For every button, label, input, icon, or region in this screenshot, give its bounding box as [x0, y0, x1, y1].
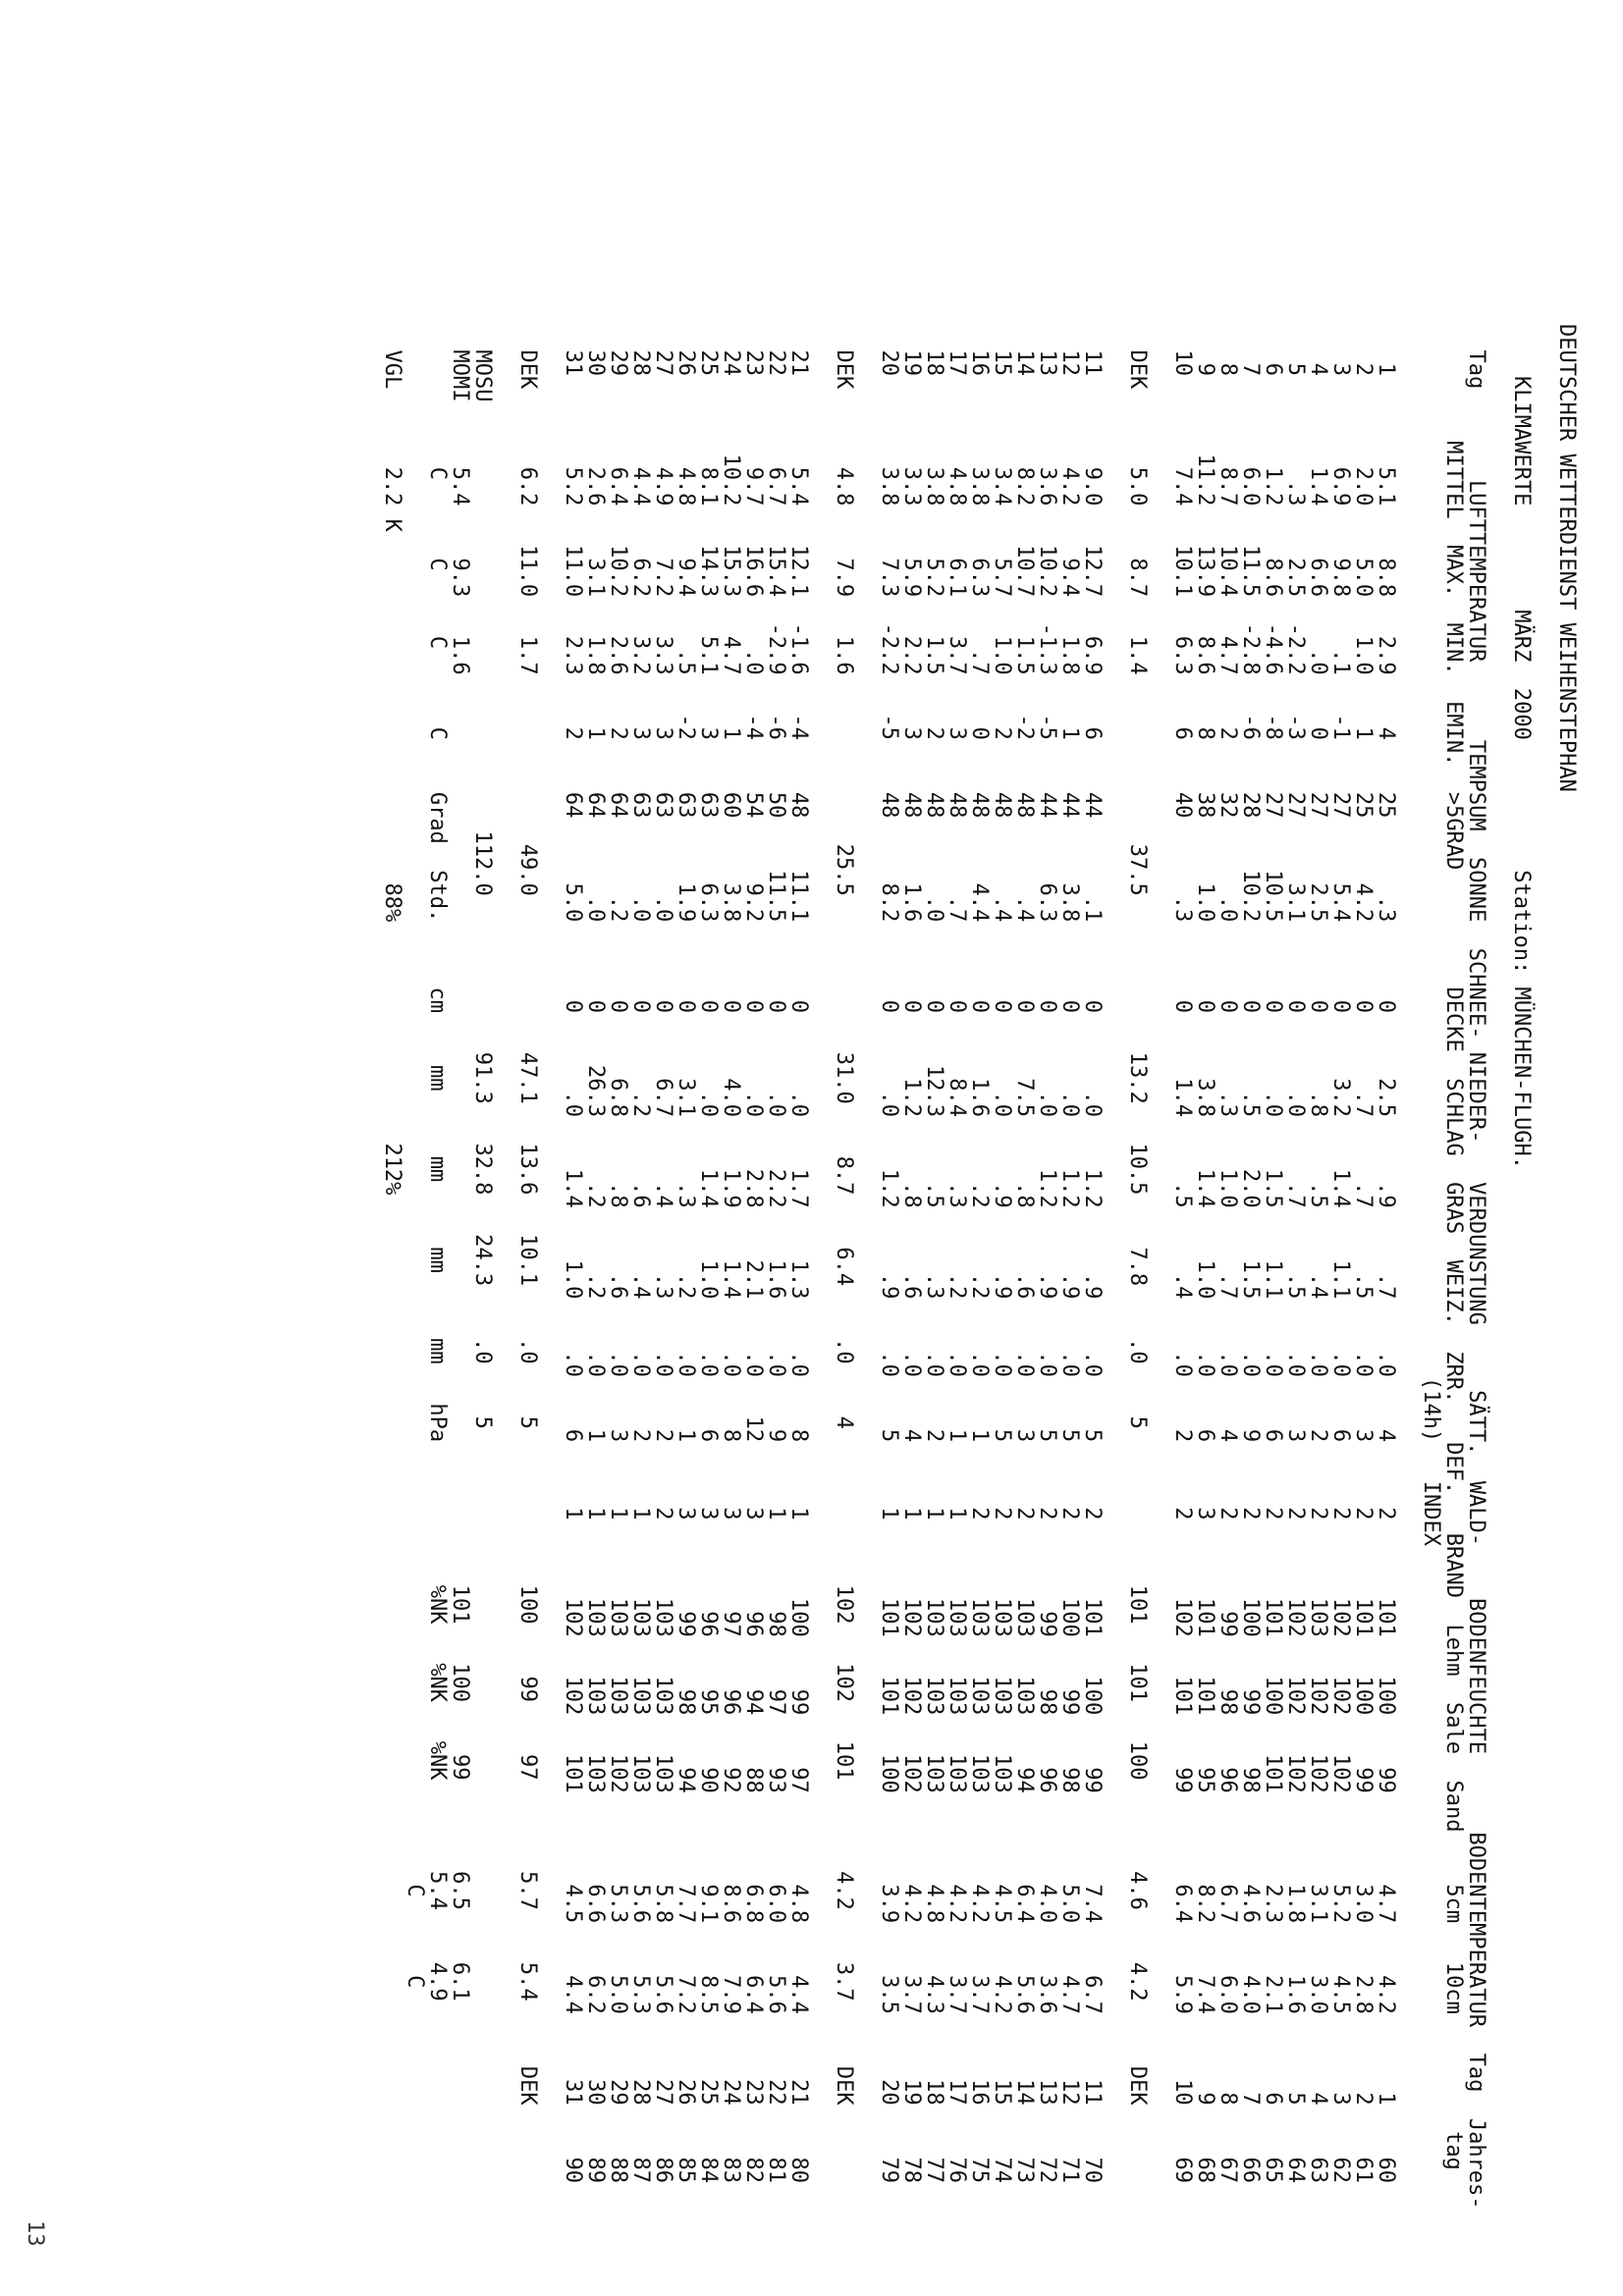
table-line-44: C C	[403, 324, 427, 1989]
table-line-8: 8 8.7 10.4 4.7 2 32 .0 0 .3 1.0 .7 .0 4 2 99 98 96 6.7 6.0 8 67	[1216, 324, 1240, 2184]
header-line-1: MITTEL MAX. MIN. EMIN. >5GRAD DECKE SCHLAG GRAS WEIZ. ZRR. DEF. BRAND Lehm Sale Sand 5cm 10cm tag	[1441, 324, 1466, 2170]
header-line-2: (14h) INDEX	[1419, 324, 1443, 1547]
table-line-31: 25 8.1 14.3 5.1 3 63 6.3 0 .0 1.4 1.0 .0 6 3 96 95 90 9.1 8.5 25 84	[696, 324, 721, 2184]
table-line-20: 17 4.8 6.1 3.7 3 48 .7 0 8.4 .3 .2 .0 1 1 103 103 103 4.2 3.7 17 76	[945, 324, 969, 2184]
table-line-35: 29 6.4 10.2 2.6 2 64 .2 0 6.8 .8 .6 .0 3 1 103 103 102 5.3 5.0 29 88	[606, 324, 630, 2184]
table-line-36: 30 2.6 3.1 1.8 1 64 .0 0 26.3 .2 .2 .0 1 1 103 103 103 6.6 6.2 30 89	[583, 324, 608, 2184]
table-line-10: 10 7.4 10.1 6.3 6 40 .3 0 1.4 .5 .4 .0 2 2 102 101 99 6.4 5.9 10 69	[1170, 324, 1195, 2184]
table-line-2: 2 2.0 5.0 1.0 1 25 4.2 0 .7 .7 .5 .0 3 2 101 100 99 3.0 2.8 2 61	[1351, 324, 1376, 2184]
page-number: 13	[23, 2220, 47, 2247]
table-line-3: 3 6.9 9.8 .1 -1 27 5.4 0 3.2 1.4 1.1 .0 6 2 102 102 102 5.2 4.5 3 62	[1328, 324, 1353, 2184]
table-line-14: 11 9.0 12.7 6.9 6 44 .1 0 .0 1.2 .9 .0 5 2 101 100 99 7.4 6.7 11 70	[1080, 324, 1105, 2184]
table-line-7: 7 6.0 11.5 -2.8 -6 28 10.2 0 .5 2.0 1.5 .0 9 2 100 99 98 4.6 4.0 7 66	[1238, 324, 1263, 2184]
table-line-30: 24 10.2 15.3 4.7 1 60 3.8 0 4.0 1.9 1.4 .0 8 3 97 96 92 8.6 7.9 24 83	[719, 324, 743, 2184]
table-line-25: DEK 4.8 7.9 1.6 25.5 31.0 8.7 6.4 .0 4 102 102 101 4.2 3.7 DEK	[832, 324, 856, 2106]
table-line-6: 6 1.2 8.6 -4.6 -8 27 10.5 0 .0 1.5 1.1 .0 6 2 101 100 101 2.3 2.1 6 65	[1261, 324, 1285, 2184]
table-line-1: 1 5.1 8.8 2.9 4 25 .3 0 2.5 .9 .7 .0 4 2 101 100 99 4.7 4.2 1 60	[1374, 324, 1398, 2184]
table-line-18: 15 3.4 5.7 1.0 2 48 .4 0 .0 .9 .9 .0 5 2 103 103 103 4.5 4.2 15 74	[990, 324, 1014, 2184]
table-line-41: MOSU 112.0 91.3 32.8 24.3 .0 5	[470, 324, 495, 1429]
table-line-16: 13 3.6 10.2 -1.3 -5 44 6.3 0 .0 1.2 .9 .0 5 2 99 98 96 4.0 3.6 13 72	[1035, 324, 1059, 2184]
table-line-45: VGL 2.2 K 88% 212%	[380, 324, 405, 1196]
table-line-37: 31 5.2 11.0 2.3 2 64 5.0 0 .0 1.4 1.0 .0 6 1 102 102 101 4.5 4.4 31 90	[561, 324, 585, 2184]
table-line-4: 4 1.4 6.6 .0 0 27 2.5 0 .8 .5 .4 .0 2 2 103 102 102 3.1 3.0 4 63	[1306, 324, 1330, 2184]
table-line-22: 19 3.3 5.9 2.2 3 48 1.6 0 1.2 .8 .6 .0 4 1 102 102 102 4.2 3.7 19 78	[899, 324, 924, 2184]
table-line-9: 9 11.2 13.9 8.6 8 38 1.0 0 3.8 1.4 1.0 .0 6 3 101 101 95 8.2 7.4 9 68	[1193, 324, 1217, 2184]
table-line-39: DEK 6.2 11.0 1.7 49.0 47.1 13.6 10.1 .0 5 100 99 97 5.7 5.4 DEK	[515, 324, 540, 2106]
table-line-43: C C C C Grad Std. cm mm mm mm mm hPa %NK %NK %NK 5.4 4.9	[425, 324, 450, 2002]
table-line-23: 20 3.8 7.3 -2.2 -5 48 8.2 0 .0 1.2 .9 .0 5 1 101 101 100 3.9 3.5 20 79	[877, 324, 901, 2184]
title-line-0: DEUTSCHER WETTERDIENST WEIHENSTEPHAN	[1554, 324, 1579, 792]
title-line-2: KLIMAWERTE MÄRZ 2000 Station: MÜNCHEN-FLUGH.	[1509, 324, 1534, 1169]
table-line-19: 16 3.8 6.3 .7 0 48 4.4 0 1.6 .2 .2 .0 1 2 103 103 103 4.2 3.7 16 75	[967, 324, 992, 2184]
table-line-34: 28 4.4 6.2 3.2 3 63 .0 0 .2 .6 .4 .0 2 1 103 103 103 5.6 5.3 28 87	[628, 324, 653, 2184]
table-line-33: 27 4.9 7.2 3.3 3 63 .0 0 6.7 .4 .3 .0 2 2 103 103 103 5.8 5.6 27 86	[651, 324, 676, 2184]
table-line-15: 12 4.2 9.4 1.8 1 44 3.8 0 .0 1.2 .9 .0 5 2 100 99 98 5.0 4.7 12 71	[1057, 324, 1082, 2184]
table-line-5: 5 .3 2.5 -2.2 -3 27 3.1 0 .0 .7 .5 .0 3 2 102 102 102 1.8 1.6 5 64	[1283, 324, 1308, 2184]
table-line-28: 22 6.7 15.4 -2.9 -6 50 11.5 0 .0 2.2 1.6 .0 9 1 98 97 93 6.0 5.6 22 81	[764, 324, 788, 2184]
header-line-0: Tag LUFTTEMPERATUR TEMPSUM SONNE SCHNEE- NIEDER- VERDUNSTUNG SÄTT. WALD- BODENFEUCHTE BODENTEMPERATUR Tag Jahres-	[1464, 324, 1488, 2210]
table-line-32: 26 4.8 9.4 .5 -2 63 1.9 0 3.1 .3 .2 .0 1 3 99 98 94 7.7 7.2 26 85	[674, 324, 698, 2184]
table-line-29: 23 9.7 16.6 .0 -4 54 9.2 0 .0 2.8 2.1 .0 12 3 96 94 88 6.8 6.4 23 82	[741, 324, 766, 2184]
table-line-12: DEK 5.0 8.7 1.4 37.5 13.2 10.5 7.8 .0 5 101 101 100 4.6 4.2 DEK	[1125, 324, 1150, 2106]
table-line-42: MOMI 5.4 9.3 1.6 101 100 99 6.5 6.1	[448, 324, 472, 2002]
table-line-21: 18 3.8 5.2 1.5 2 48 .0 0 12.3 .5 .3 .0 2 1 103 103 103 4.8 4.3 18 77	[922, 324, 947, 2184]
table-line-17: 14 8.2 10.7 1.5 -2 48 .4 0 7.5 .8 .6 .0 3 2 103 103 94 6.4 5.6 14 73	[1012, 324, 1037, 2184]
table-line-27: 21 5.4 12.1 -1.6 -4 48 11.1 0 .0 1.7 1.3 .0 8 1 100 99 97 4.8 4.4 21 80	[786, 324, 811, 2184]
